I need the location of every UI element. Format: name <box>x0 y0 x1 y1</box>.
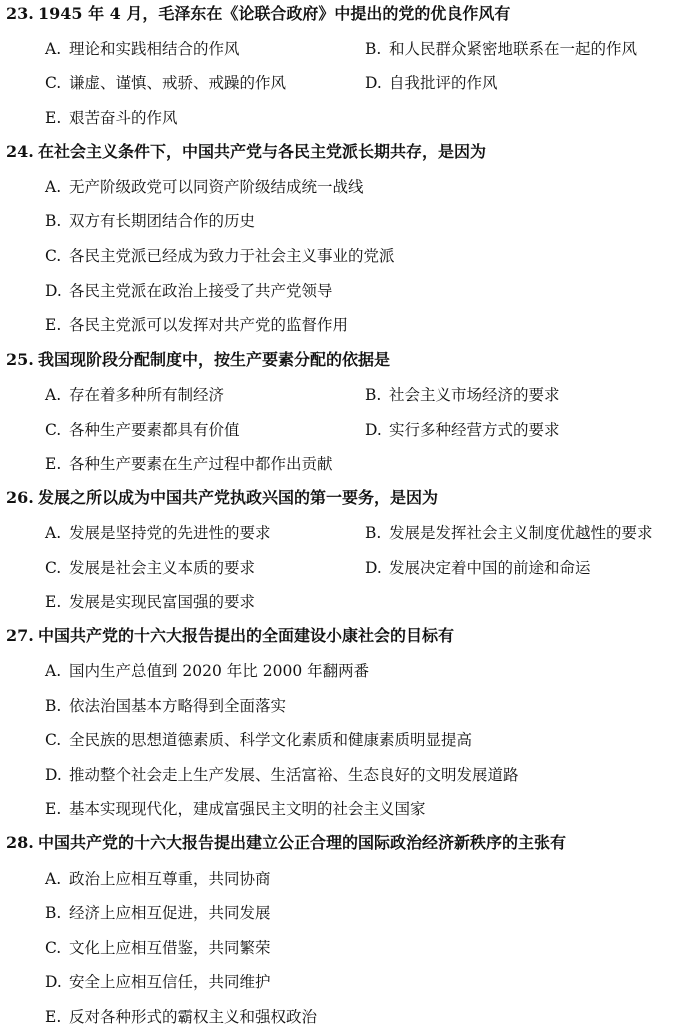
option-letter: E. <box>45 593 62 611</box>
question-stem <box>6 625 454 647</box>
option-letter: B. <box>365 40 382 58</box>
option-letter: B. <box>45 697 62 715</box>
option-text: 发展是坚持党的先进性的要求 <box>69 524 271 542</box>
option-letter: A. <box>45 524 62 542</box>
option-c <box>45 72 286 94</box>
option-letter: A. <box>45 870 62 888</box>
question-text: 在社会主义条件下，中国共产党与各民主党派长期共存，是因为 <box>38 142 487 161</box>
option-letter: D. <box>45 282 62 300</box>
option-text: 经济上应相互促进，共同发展 <box>69 904 271 922</box>
option-letter: E. <box>45 316 62 334</box>
option-letter: E. <box>45 800 62 818</box>
option-letter: A. <box>45 40 62 58</box>
option-text: 自我批评的作风 <box>389 74 498 92</box>
option-text: 各民主党派在政治上接受了共产党领导 <box>69 282 333 300</box>
question-text: 我国现阶段分配制度中，按生产要素分配的依据是 <box>38 350 391 369</box>
option-e <box>45 1006 317 1028</box>
option-text: 发展是实现民富国强的要求 <box>69 593 256 611</box>
option-letter: C. <box>45 421 62 439</box>
option-text: 依法治国基本方略得到全面落实 <box>69 697 287 715</box>
question-number: 26. <box>6 488 34 507</box>
option-letter: A. <box>45 178 62 196</box>
option-d <box>45 764 519 786</box>
option-e <box>45 314 348 336</box>
option-a <box>45 868 271 890</box>
question-text: 中国共产党的十六大报告提出建立公正合理的国际政治经济新秩序的主张有 <box>38 833 567 852</box>
option-text: 推动整个社会走上生产发展、生活富裕、生态良好的文明发展道路 <box>69 766 519 784</box>
option-text: 各民主党派已经成为致力于社会主义事业的党派 <box>69 247 395 265</box>
question-number: 23. <box>6 4 34 23</box>
question-number: 28. <box>6 833 34 852</box>
question-stem <box>6 3 510 25</box>
option-text: 各种生产要素都具有价值 <box>69 421 240 439</box>
question-stem <box>6 832 566 854</box>
option-text: 理论和实践相结合的作风 <box>69 40 240 58</box>
option-text: 安全上应相互信任，共同维护 <box>69 973 271 991</box>
option-text: 各种生产要素在生产过程中都作出贡献 <box>69 455 333 473</box>
option-text: 发展决定着中国的前途和命运 <box>389 559 591 577</box>
question-number: 27. <box>6 626 34 645</box>
option-letter: D. <box>365 559 382 577</box>
question-stem <box>6 141 486 163</box>
option-text: 文化上应相互借鉴，共同繁荣 <box>69 939 271 957</box>
option-d <box>365 557 591 579</box>
option-a <box>45 522 271 544</box>
option-b <box>365 384 560 406</box>
option-b <box>365 522 653 544</box>
question-stem <box>6 349 390 371</box>
option-letter: B. <box>45 904 62 922</box>
option-text: 和人民群众紧密地联系在一起的作风 <box>389 40 638 58</box>
option-text: 发展是发挥社会主义制度优越性的要求 <box>389 524 653 542</box>
option-letter: A. <box>45 386 62 404</box>
option-c <box>45 557 255 579</box>
option-d <box>365 72 498 94</box>
option-text: 国内生产总值到 2020 年比 2000 年翻两番 <box>69 662 370 680</box>
option-e <box>45 798 426 820</box>
option-letter: A. <box>45 662 62 680</box>
option-letter: D. <box>365 74 382 92</box>
option-text: 全民族的思想道德素质、科学文化素质和健康素质明显提高 <box>69 731 473 749</box>
option-letter: C. <box>45 559 62 577</box>
option-letter: D. <box>45 973 62 991</box>
option-c <box>45 937 271 959</box>
option-d <box>45 971 271 993</box>
option-c <box>45 419 240 441</box>
option-text: 发展是社会主义本质的要求 <box>69 559 256 577</box>
option-text: 谦虚、谨慎、戒骄、戒躁的作风 <box>69 74 287 92</box>
option-letter: C. <box>45 247 62 265</box>
option-b <box>45 210 255 232</box>
option-c <box>45 729 472 751</box>
option-e <box>45 107 178 129</box>
option-text: 实行多种经营方式的要求 <box>389 421 560 439</box>
option-e <box>45 453 333 475</box>
option-text: 各民主党派可以发挥对共产党的监督作用 <box>69 316 349 334</box>
question-number: 25. <box>6 350 34 369</box>
option-a <box>45 660 369 682</box>
option-b <box>45 902 271 924</box>
option-letter: C. <box>45 731 62 749</box>
option-letter: B. <box>365 386 382 404</box>
question-text: 发展之所以成为中国共产党执政兴国的第一要务，是因为 <box>38 488 439 507</box>
option-letter: C. <box>45 74 62 92</box>
option-a <box>45 38 240 60</box>
question-number: 24. <box>6 142 34 161</box>
option-text: 无产阶级政党可以同资产阶级结成统一战线 <box>69 178 364 196</box>
option-text: 社会主义市场经济的要求 <box>389 386 560 404</box>
option-text: 政治上应相互尊重，共同协商 <box>69 870 271 888</box>
option-text: 双方有长期团结合作的历史 <box>69 212 256 230</box>
option-letter: E. <box>45 455 62 473</box>
option-text: 基本实现现代化，建成富强民主文明的社会主义国家 <box>69 800 426 818</box>
question-stem <box>6 487 438 509</box>
option-b <box>365 38 637 60</box>
question-text: 中国共产党的十六大报告提出的全面建设小康社会的目标有 <box>38 626 455 645</box>
option-text: 艰苦奋斗的作风 <box>69 109 178 127</box>
option-letter: D. <box>365 421 382 439</box>
option-letter: B. <box>45 212 62 230</box>
option-d <box>365 419 560 441</box>
option-a <box>45 384 224 406</box>
option-d <box>45 280 333 302</box>
option-letter: C. <box>45 939 62 957</box>
option-text: 反对各种形式的霸权主义和强权政治 <box>69 1008 318 1026</box>
option-letter: B. <box>365 524 382 542</box>
question-text: 1945 年 4 月，毛泽东在《论联合政府》中提出的党的优良作风有 <box>38 4 511 23</box>
option-letter: E. <box>45 1008 62 1026</box>
option-e <box>45 591 255 613</box>
option-b <box>45 695 286 717</box>
option-letter: E. <box>45 109 62 127</box>
option-a <box>45 176 364 198</box>
option-text: 存在着多种所有制经济 <box>69 386 225 404</box>
option-letter: D. <box>45 766 62 784</box>
option-c <box>45 245 395 267</box>
